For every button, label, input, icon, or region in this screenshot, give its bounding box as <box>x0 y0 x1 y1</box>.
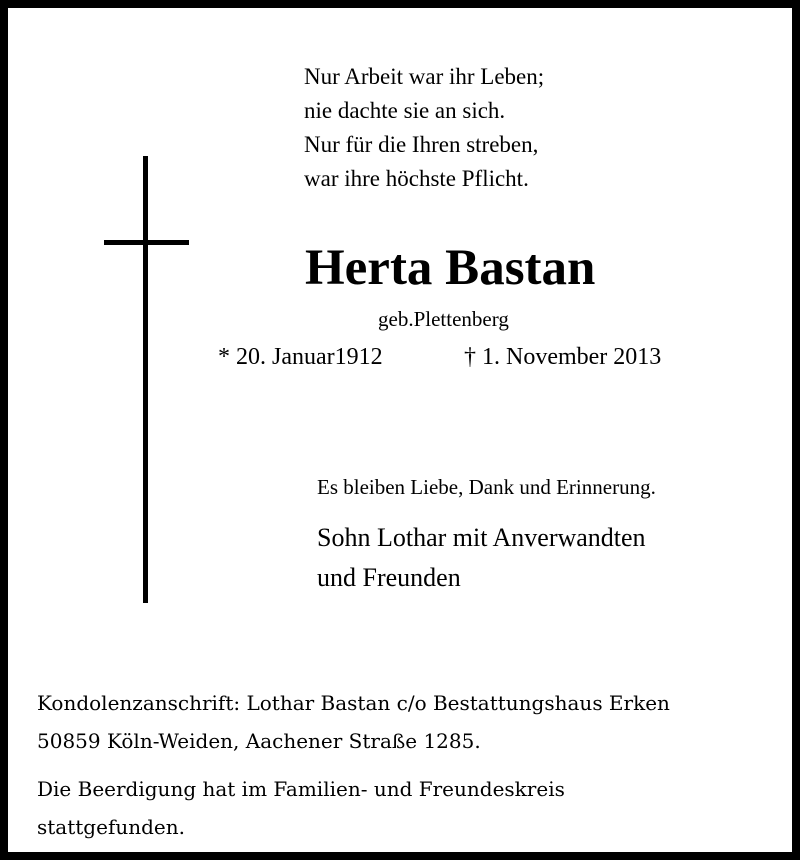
poem-line: Nur Arbeit war ihr Leben; <box>304 64 545 89</box>
poem-line: war ihre höchste Pflicht. <box>304 166 529 191</box>
condolence-address-line: Kondolenzanschrift: Lothar Bastan c/o Bestattungshaus Erken <box>37 691 670 715</box>
death-date: † 1. November 2013 <box>464 344 662 370</box>
funeral-note-line: Die Beerdigung hat im Familien- und Freundeskreis <box>37 777 565 801</box>
cross-icon <box>143 156 148 603</box>
funeral-note-line: stattgefunden. <box>37 815 185 839</box>
funeral-note <box>37 770 565 846</box>
condolence-address <box>37 684 670 760</box>
condolence-address-line: 50859 Köln-Weiden, Aachener Straße 1285. <box>37 729 481 753</box>
mourners <box>317 518 646 598</box>
deceased-name: Herta Bastan <box>305 240 596 296</box>
poem-line: Nur für die Ihren streben, <box>304 132 539 157</box>
birth-name: geb.Plettenberg <box>378 307 509 331</box>
mourners-line: und Freunden <box>317 563 461 592</box>
cross-icon-crossbar <box>104 240 189 245</box>
birth-date: * 20. Januar1912 <box>218 344 383 370</box>
mourners-line: Sohn Lothar mit Anverwandten <box>317 523 646 552</box>
poem <box>304 60 544 196</box>
remembrance-line: Es bleiben Liebe, Dank und Erinnerung. <box>317 475 656 499</box>
poem-line: nie dachte sie an sich. <box>304 98 506 123</box>
